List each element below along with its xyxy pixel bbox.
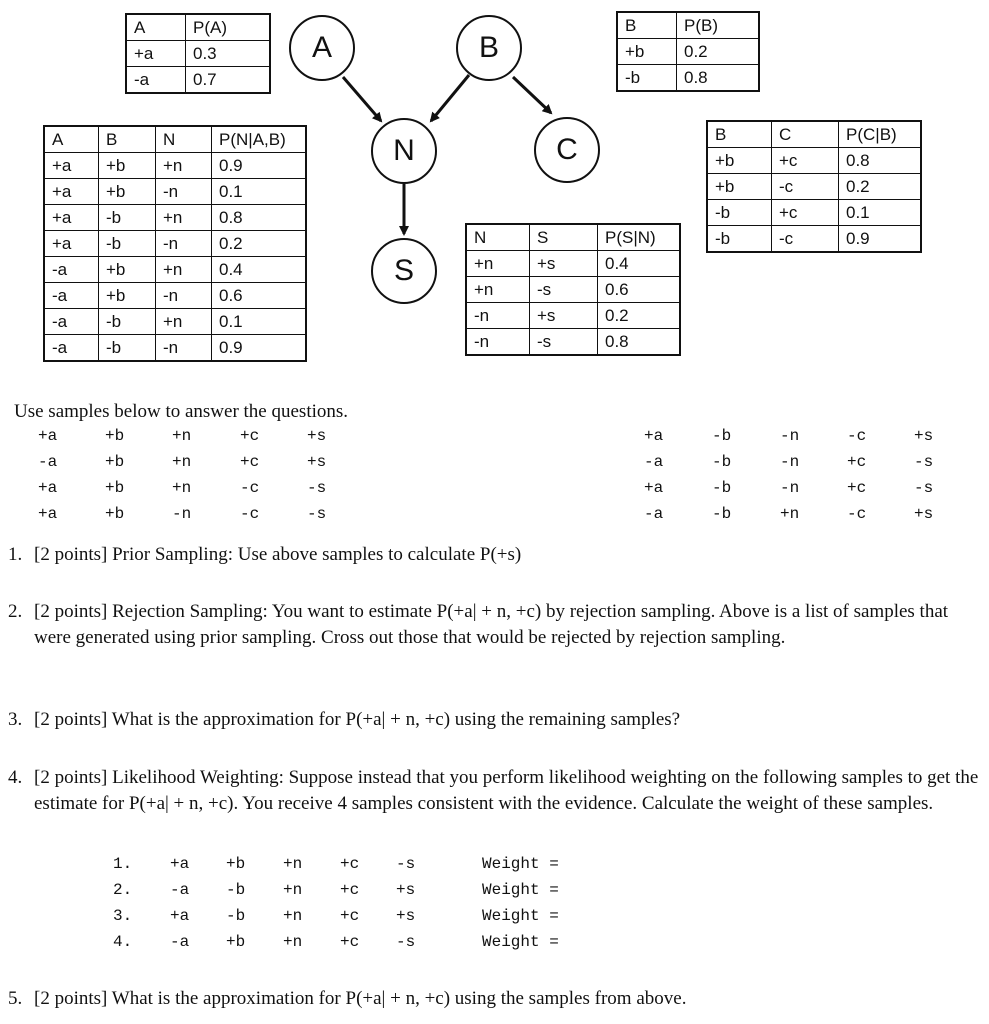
question-text: [2 points] What is the approximation for P(+a| + n, +c) using the samples from above.: [34, 988, 687, 1009]
lw-sample-value: -b: [226, 907, 246, 925]
lw-sample-value: +b: [226, 933, 246, 951]
table-header: B: [617, 12, 677, 39]
table-header: B: [99, 126, 156, 153]
table-cell: 0.2: [677, 39, 760, 65]
lw-sample-value: +s: [396, 881, 416, 899]
table-cell: -n: [466, 329, 530, 356]
table-cell: 0.8: [677, 65, 760, 92]
table-cell: +s: [530, 303, 598, 329]
table-cell: +a: [126, 41, 186, 67]
table-cell: 0.3: [186, 41, 271, 67]
table-cell: +n: [466, 277, 530, 303]
sample-value: -b: [712, 505, 732, 523]
table-cell: 0.1: [212, 309, 307, 335]
sample-value: +c: [240, 453, 260, 471]
lw-sample-value: +s: [396, 907, 416, 925]
sample-value: -s: [914, 453, 934, 471]
sample-value: +n: [172, 453, 192, 471]
node-a: A: [289, 15, 355, 81]
lw-sample-number: 3.: [113, 907, 133, 925]
weight-label[interactable]: Weight =: [482, 881, 559, 899]
question-number: 4.: [8, 767, 23, 788]
lw-sample-value: +n: [283, 881, 303, 899]
table-cell: +b: [617, 39, 677, 65]
lw-sample-value: +n: [283, 933, 303, 951]
weight-label[interactable]: Weight =: [482, 907, 559, 925]
table-cell: -n: [466, 303, 530, 329]
table-cell: -n: [156, 231, 212, 257]
lw-sample-number: 1.: [113, 855, 133, 873]
sample-value: +s: [307, 453, 327, 471]
sample-value: -a: [644, 453, 664, 471]
lw-sample-number: 2.: [113, 881, 133, 899]
sample-value: +n: [780, 505, 800, 523]
table-header: P(S|N): [598, 224, 681, 251]
table-header: P(B): [677, 12, 760, 39]
question-number: 3.: [8, 709, 23, 730]
node-b: B: [456, 15, 522, 81]
table-cell: -b: [707, 200, 772, 226]
sample-value: +s: [307, 427, 327, 445]
table-cell: +a: [44, 153, 99, 179]
question-text: [2 points] Prior Sampling: Use above samples to calculate P(+s): [34, 544, 522, 565]
table-cell: 0.1: [839, 200, 922, 226]
lw-sample-value: +c: [340, 933, 360, 951]
sample-value: -b: [712, 427, 732, 445]
sample-value: +b: [105, 479, 125, 497]
lw-sample-value: +b: [226, 855, 246, 873]
sample-value: -n: [172, 505, 192, 523]
lw-sample-value: +a: [170, 855, 190, 873]
table-cell: 0.9: [212, 153, 307, 179]
table-cell: 0.2: [839, 174, 922, 200]
sample-value: -b: [712, 453, 732, 471]
table-cell: 0.4: [598, 251, 681, 277]
sample-value: +b: [105, 453, 125, 471]
table-cell: -a: [44, 257, 99, 283]
sample-value: +b: [105, 505, 125, 523]
table-header: P(C|B): [839, 121, 922, 148]
sample-value: +n: [172, 427, 192, 445]
table-header: N: [156, 126, 212, 153]
table-cell: -n: [156, 179, 212, 205]
table-cell: +a: [44, 231, 99, 257]
table-header: P(A): [186, 14, 271, 41]
table-cell: +a: [44, 205, 99, 231]
table-header: A: [126, 14, 186, 41]
table-cell: +n: [156, 205, 212, 231]
table-cell: +n: [156, 257, 212, 283]
lw-sample-value: -s: [396, 855, 416, 873]
sample-value: +a: [38, 427, 58, 445]
table-cell: +b: [99, 257, 156, 283]
table-header: N: [466, 224, 530, 251]
sample-value: -b: [712, 479, 732, 497]
table-cell: -n: [156, 335, 212, 362]
table-cell: 0.8: [212, 205, 307, 231]
question-number: 1.: [8, 544, 23, 565]
sample-value: +s: [914, 427, 934, 445]
table-cell: 0.2: [212, 231, 307, 257]
lw-sample-value: -s: [396, 933, 416, 951]
table-cell: -a: [44, 283, 99, 309]
table-cell: -b: [617, 65, 677, 92]
table-cell: -b: [99, 309, 156, 335]
edge-a-n: [343, 77, 381, 121]
sample-value: +a: [38, 479, 58, 497]
table-cell: -c: [772, 174, 839, 200]
question-text: [2 points] What is the approximation for P(+a| + n, +c) using the remaining samples?: [34, 709, 681, 730]
table-cell: 0.9: [839, 226, 922, 253]
sample-value: +a: [38, 505, 58, 523]
table-cell: 0.6: [212, 283, 307, 309]
lw-sample-value: -a: [170, 881, 190, 899]
table-header: P(N|A,B): [212, 126, 307, 153]
table-cell: -s: [530, 277, 598, 303]
sample-value: +s: [914, 505, 934, 523]
sample-value: +a: [644, 427, 664, 445]
table-cell: +s: [530, 251, 598, 277]
table-cell: 0.1: [212, 179, 307, 205]
lw-sample-number: 4.: [113, 933, 133, 951]
table-header: C: [772, 121, 839, 148]
table-cell: -b: [99, 335, 156, 362]
samples-intro: Use samples below to answer the questions.: [14, 401, 349, 422]
lw-sample-value: +c: [340, 881, 360, 899]
table-cell: -b: [99, 205, 156, 231]
edge-b-c: [513, 77, 551, 113]
sample-value: -s: [307, 505, 327, 523]
node-n: N: [371, 118, 437, 184]
sample-value: -n: [780, 453, 800, 471]
table-cell: 0.9: [212, 335, 307, 362]
lw-sample-value: +c: [340, 907, 360, 925]
table-cell: -a: [44, 335, 99, 362]
table-cell: +b: [707, 148, 772, 174]
question-number: 5.: [8, 988, 23, 1009]
question-text: [2 points] Likelihood Weighting: Suppose instead that you perform likelihood weighting on the following samples to get the estimate for P(+a| + n, +c). You receive 4 samples consistent with the evidence. Calculate the weight of these samples.: [34, 767, 979, 814]
sample-value: -c: [847, 427, 867, 445]
lw-sample-value: +c: [340, 855, 360, 873]
table-header: B: [707, 121, 772, 148]
sample-value: -s: [307, 479, 327, 497]
question-text: [2 points] Rejection Sampling: You want to estimate P(+a| + n, +c) by rejection sampling. Above is a list of samples that were generated using prior sampling. Cross out those that would be rejected by rejection sampling.: [34, 601, 949, 648]
lw-sample-value: -a: [170, 933, 190, 951]
table-cell: 0.8: [598, 329, 681, 356]
table-cell: 0.4: [212, 257, 307, 283]
node-s: S: [371, 238, 437, 304]
table-header: S: [530, 224, 598, 251]
lw-sample-value: +n: [283, 907, 303, 925]
weight-label[interactable]: Weight =: [482, 855, 559, 873]
question-number: 2.: [8, 601, 23, 622]
table-cell: -b: [99, 231, 156, 257]
sample-value: -a: [644, 505, 664, 523]
table-cell: -c: [772, 226, 839, 253]
table-cell: +n: [156, 153, 212, 179]
table-cell: 0.2: [598, 303, 681, 329]
table-cell: +a: [44, 179, 99, 205]
table-cell: -a: [126, 67, 186, 94]
table-cell: +n: [156, 309, 212, 335]
sample-value: -n: [780, 479, 800, 497]
table-cell: +b: [99, 153, 156, 179]
table-cell: -a: [44, 309, 99, 335]
table-cell: +c: [772, 200, 839, 226]
table-cell: -s: [530, 329, 598, 356]
sample-value: -c: [847, 505, 867, 523]
table-cell: +b: [99, 179, 156, 205]
weight-label[interactable]: Weight =: [482, 933, 559, 951]
sample-value: +c: [847, 479, 867, 497]
sample-value: -a: [38, 453, 58, 471]
sample-value: -s: [914, 479, 934, 497]
table-cell: 0.6: [598, 277, 681, 303]
node-c: C: [534, 117, 600, 183]
sample-value: +c: [847, 453, 867, 471]
sample-value: +a: [644, 479, 664, 497]
lw-sample-value: -b: [226, 881, 246, 899]
lw-sample-value: +a: [170, 907, 190, 925]
sample-value: -c: [240, 479, 260, 497]
table-cell: -b: [707, 226, 772, 253]
sample-value: -c: [240, 505, 260, 523]
sample-value: +n: [172, 479, 192, 497]
table-cell: 0.8: [839, 148, 922, 174]
lw-sample-value: +n: [283, 855, 303, 873]
sample-value: +b: [105, 427, 125, 445]
sample-value: -n: [780, 427, 800, 445]
table-cell: +c: [772, 148, 839, 174]
table-cell: -n: [156, 283, 212, 309]
table-cell: +n: [466, 251, 530, 277]
sample-value: +c: [240, 427, 260, 445]
edge-b-n: [431, 75, 469, 121]
table-cell: 0.7: [186, 67, 271, 94]
table-cell: +b: [99, 283, 156, 309]
table-cell: +b: [707, 174, 772, 200]
table-header: A: [44, 126, 99, 153]
